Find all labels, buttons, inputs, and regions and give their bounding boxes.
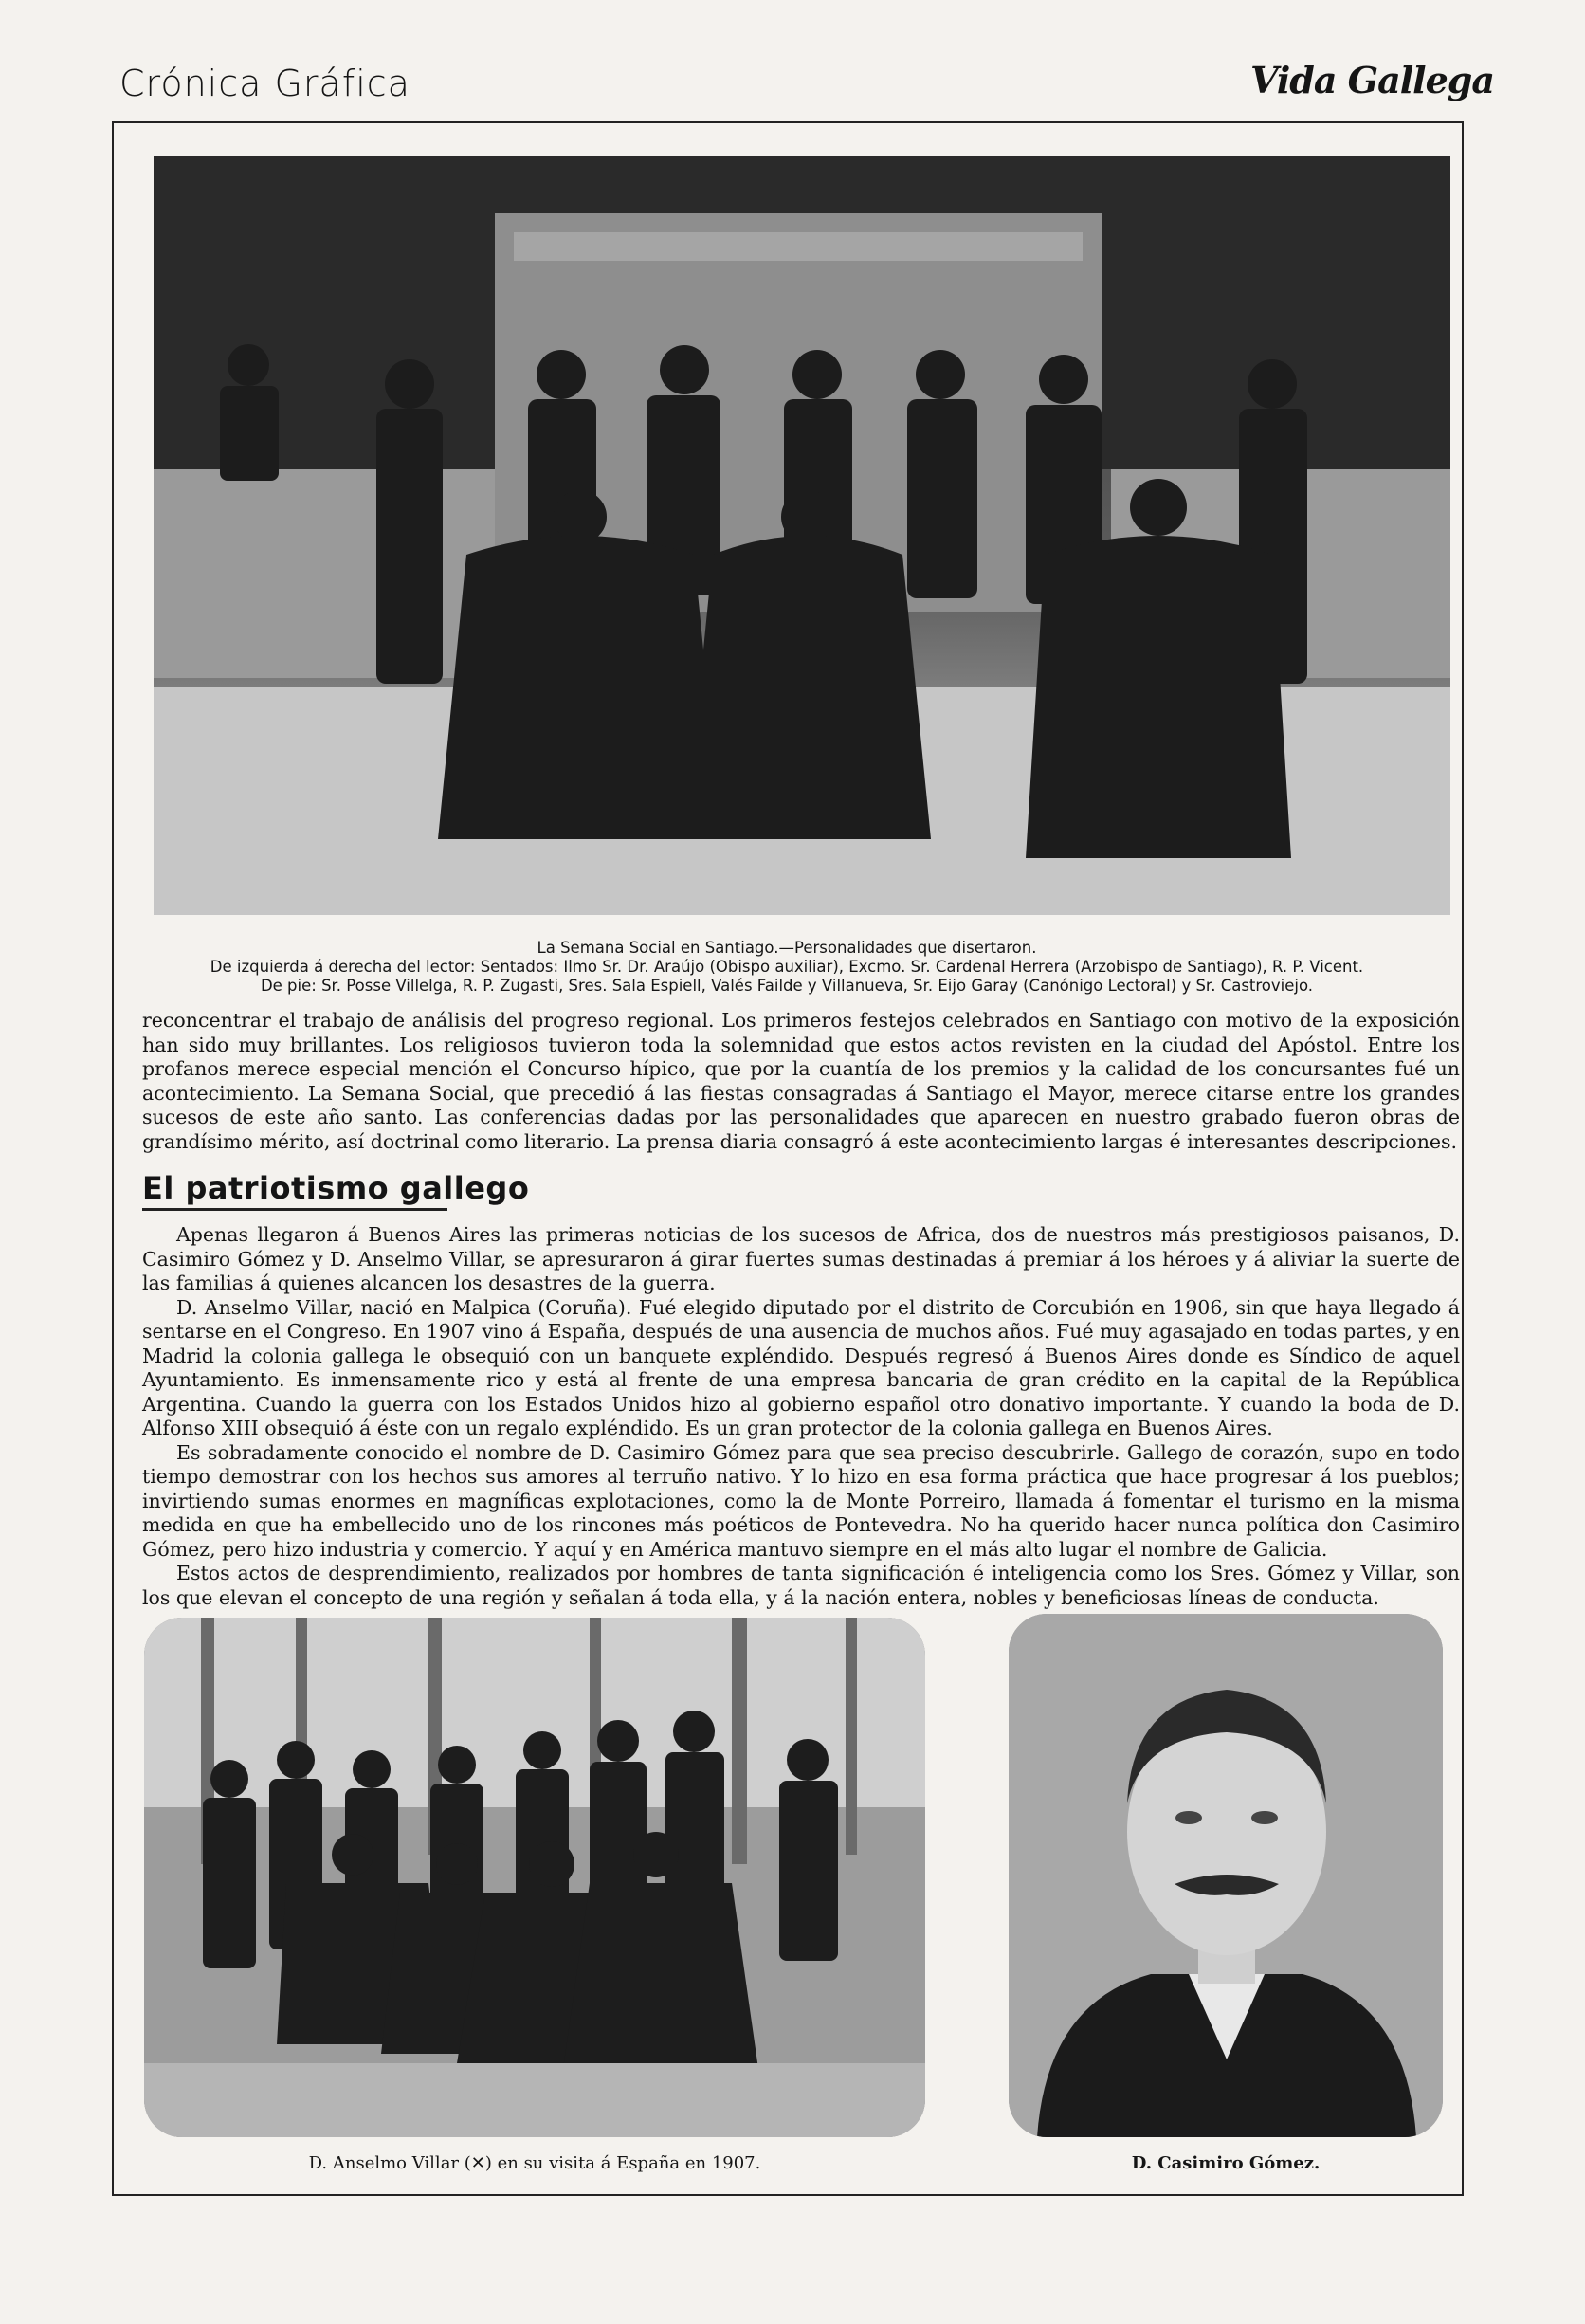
- portrait-casimiro-gomez: [1009, 1614, 1443, 2137]
- section-title: Crónica Gráfica: [119, 63, 410, 104]
- article-paragraph: Apenas llegaron á Buenos Aires las primeras noticias de los sucesos de Africa, dos de nuestros más prestigiosos paisanos, D. Casimiro Gómez y D. Anselmo Villar, se apresuraron á girar fuertes sumas destinadas á premiar á los héroes y á aliviar la suerte de las familias á quienes alcancen los desastres de la guerra.: [142, 1223, 1460, 1294]
- article-paragraph: D. Anselmo Villar, nació en Malpica (Coruña). Fué elegido diputado por el distrito de Corcubión en 1906, sin que haya llegado á sentarse en el Congreso. En 1907 vino á España, después de una ausencia de muchos años. Fué muy agasajado en todas partes, y en Madrid la colonia gallega le obsequió con un banquete expléndido. Después regresó á Buenos Aires donde es Síndico de aquel Ayuntamiento. Es inmensamente rico y está al frente de una empresa bancaria de gran crédito en la capital de la República Argentina. Cuando la guerra con los Estados Unidos hizo al gobierno español otro donativo importante. Y cuando la boda de D. Alfonso XIII obsequió á éste con un regalo expléndido. Es un gran protector de la colonia gallega en Buenos Aires.: [142, 1295, 1460, 1439]
- magazine-logo: Vida Gallega: [1250, 59, 1494, 101]
- group-photo-anselmo-villar: [144, 1618, 925, 2137]
- intro-text: [142, 1009, 1460, 1154]
- gomez-photo-caption: D. Casimiro Gómez.: [1131, 2153, 1321, 2173]
- title-underline: [142, 1208, 447, 1211]
- caption-line: De pie: Sr. Posse Villelga, R. P. Zugasti, Sres. Sala Espiell, Valés Failde y Villanueva, Sr. Eijo Garay (Canónigo Lectoral) y Sr. Castroviejo.: [260, 977, 1314, 995]
- villar-photo-caption: D. Anselmo Villar (✕) en su visita á España en 1907.: [308, 2153, 761, 2173]
- article-paragraph: Es sobradamente conocido el nombre de D. Casimiro Gómez para que sea preciso descubrirle. Gallego de corazón, supo en todo tiempo demostrar con los hechos sus amores al terruño nativo. Y lo hizo en esa forma práctica que hace progresar á los pueblos; invirtiendo sumas enormes en magníficas explotaciones, como la de Monte Porreiro, llamada á fomentar el turismo en la misma medida en que ha embellecido uno de los rincones más poéticos de Pontevedra. No ha querido hacer nunca política don Casimiro Gómez, pero hizo industria y comercio. Y aquí y en América mantuvo siempre en el más alto lugar el nombre de Galicia.: [142, 1440, 1460, 1561]
- article-body: [142, 1223, 1460, 1610]
- group-photo-semana-social: [154, 156, 1450, 915]
- top-photo-caption: [123, 939, 1450, 996]
- caption-line: De izquierda á derecha del lector: Sentados: Ilmo Sr. Dr. Araújo (Obispo auxiliar), Excmo. Sr. Cardenal Herrera (Arzobispo de Santiago), R. P. Vicent.: [210, 958, 1364, 976]
- article-paragraph: Estos actos de desprendimiento, realizados por hombres de tanta significación é inteligencia como los Sres. Gómez y Villar, son los que elevan el concepto de una región y señalan á toda ella, y á la nación entera, nobles y beneficiosas líneas de conducta.: [142, 1562, 1460, 1609]
- article-title: El patriotismo gallego: [142, 1170, 530, 1206]
- intro-paragraph: reconcentrar el trabajo de análisis del progreso regional. Los primeros festejos celebrados en Santiago con motivo de la exposición han sido muy brillantes. Los religiosos tuvieron toda la solemnidad que estos actos revisten en la ciudad del Apóstol. Entre los profanos merece especial mención el Concurso hípico, que por la cuantía de los premios y la calidad de los concursantes fué un acontecimiento. La Semana Social, que precedió á las fiestas consagradas á Santiago el Mayor, merece citarse entre los grandes sucesos de este año santo. Las conferencias dadas por las personalidades que aparecen en nuestro grabado fueron obras de grandísimo mérito, así doctrinal como literario. La prensa diaria consagró á este acontecimiento largas é interesantes descripciones.: [142, 1009, 1460, 1153]
- caption-line: La Semana Social en Santiago.—Personalidades que disertaron.: [537, 939, 1037, 957]
